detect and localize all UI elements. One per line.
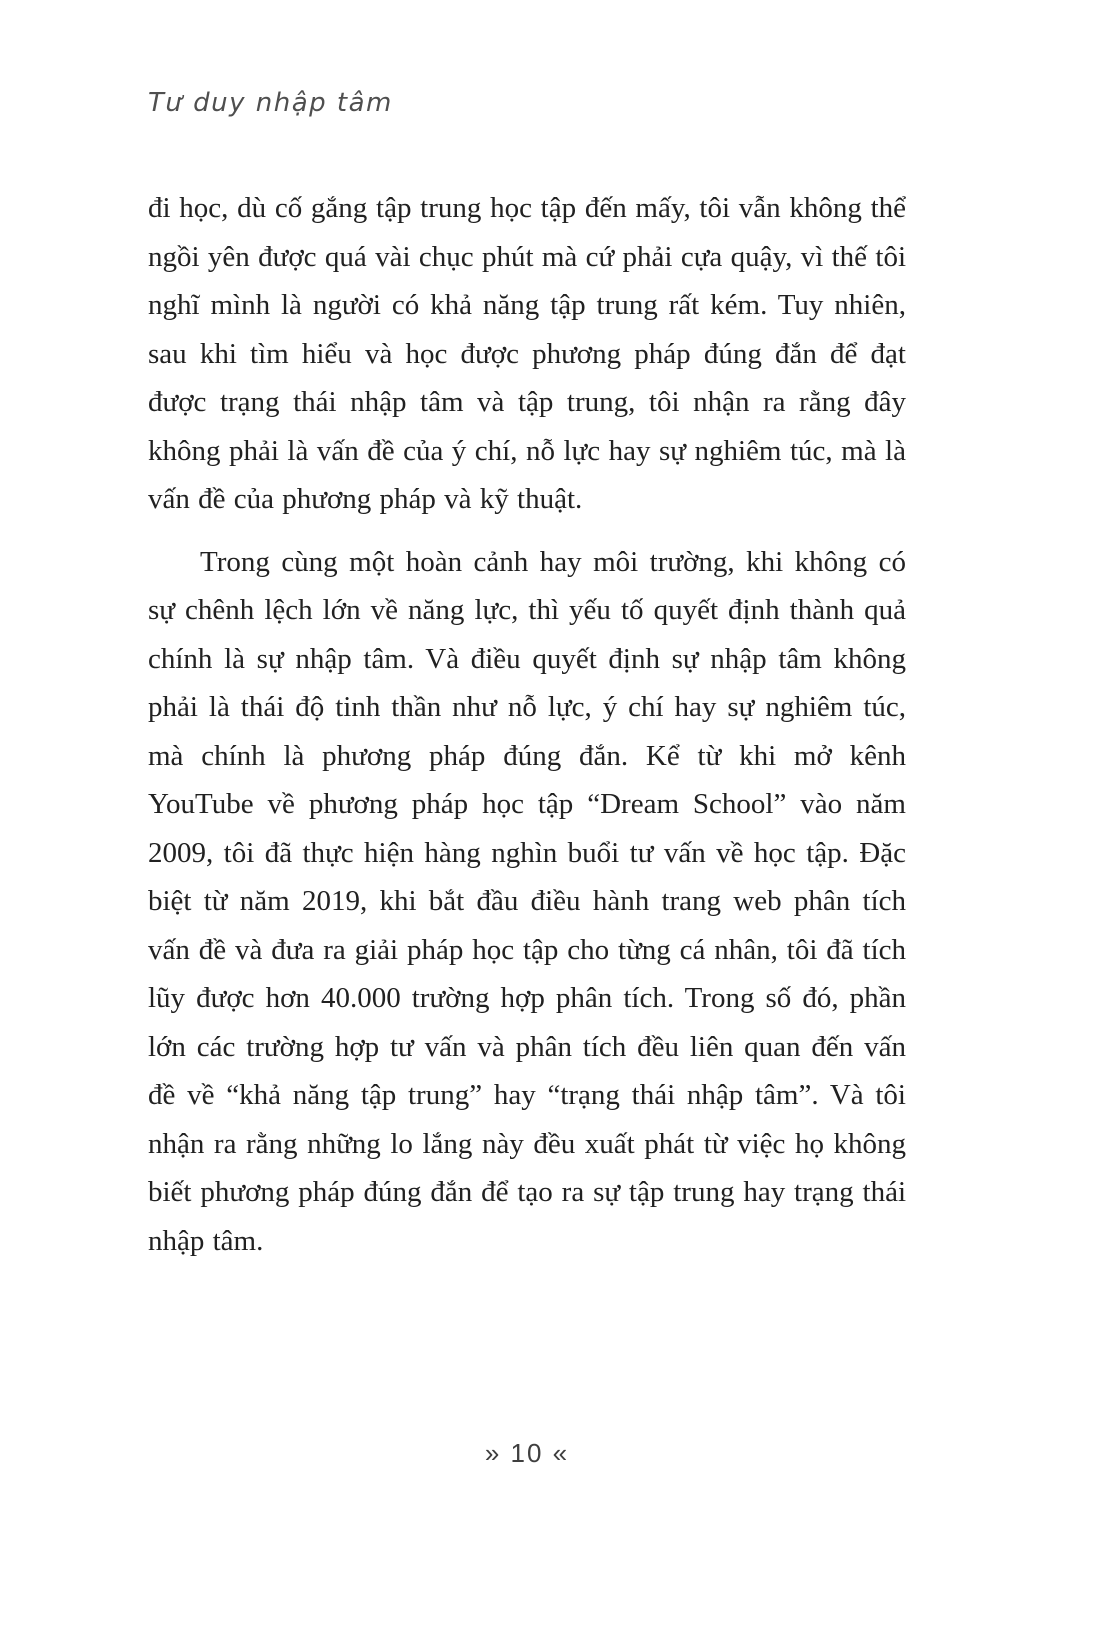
body-text: [148, 184, 906, 1265]
paragraph-1: đi học, dù cố gắng tập trung học tập đến mấy, tôi vẫn không thể ngồi yên được quá vài chục phút mà cứ phải cựa quậy, vì thế tôi nghĩ mình là người có khả năng tập trung rất kém. Tuy nhiên, sau khi tìm hiểu và học được phương pháp đúng đắn để đạt được trạng thái nhập tâm và tập trung, tôi nhận ra rằng đây không phải là vấn đề của ý chí, nỗ lực hay sự nghiêm túc, mà là vấn đề của phương pháp và kỹ thuật.: [148, 192, 906, 515]
running-header: Tư duy nhập tâm: [148, 88, 393, 118]
page-number: » 10 «: [484, 1438, 570, 1468]
paragraph-2: Trong cùng một hoàn cảnh hay môi trường, khi không có sự chênh lệch lớn về năng lực, thì yếu tố quyết định thành quả chính là sự nhập tâm. Và điều quyết định sự nhập tâm không phải là thái độ tinh thần như nỗ lực, ý chí hay sự nghiêm túc, mà chính là phương pháp đúng đắn. Kể từ khi mở kênh YouTube về phương pháp học tập “Dream School” vào năm 2009, tôi đã thực hiện hàng nghìn buổi tư vấn về học tập. Đặc biệt từ năm 2019, khi bắt đầu điều hành trang web phân tích vấn đề và đưa ra giải pháp học tập cho từng cá nhân, tôi đã tích lũy được hơn 40.000 trường hợp phân tích. Trong số đó, phần lớn các trường hợp tư vấn và phân tích đều liên quan đến vấn đề về “khả năng tập trung” hay “trạng thái nhập tâm”. Và tôi nhận ra rằng những lo lắng này đều xuất phát từ việc họ không biết phương pháp đúng đắn để tạo ra sự tập trung hay trạng thái nhập tâm.: [148, 545, 906, 1257]
